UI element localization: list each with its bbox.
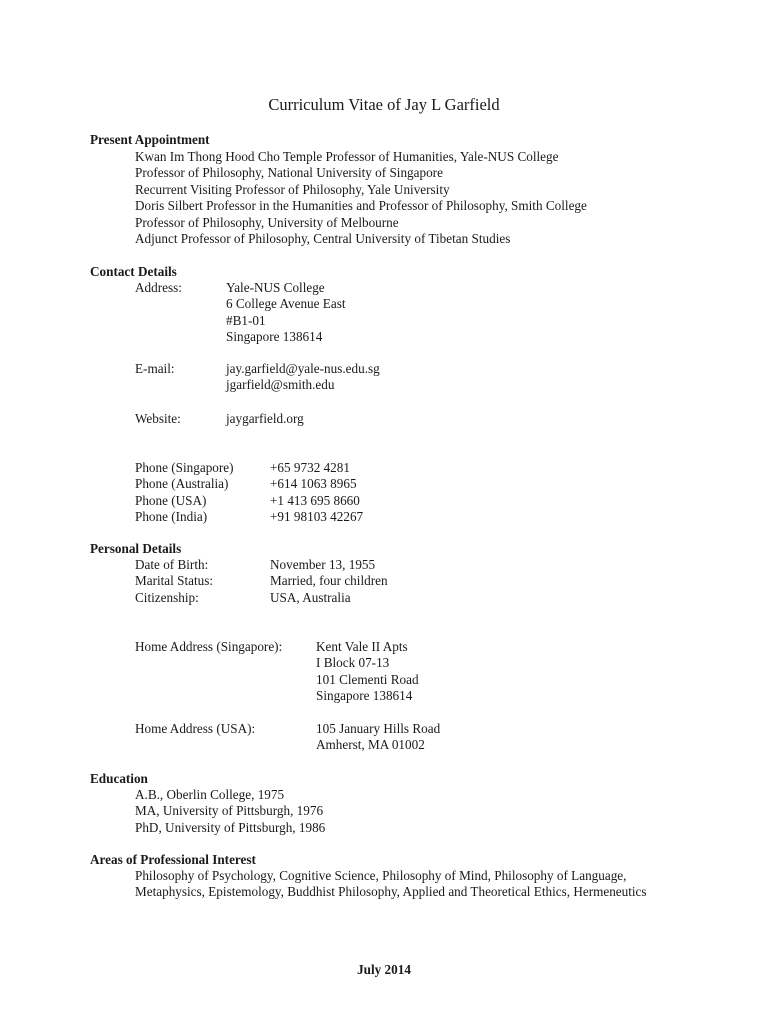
website-label: Website: <box>135 411 181 426</box>
phone-label: Phone (Australia) <box>135 476 229 492</box>
website-value: jaygarfield.org <box>226 411 304 426</box>
page-title: Curriculum Vitae of Jay L Garfield <box>268 95 500 114</box>
appointment-item: Professor of Philosophy, National University of Singapore <box>135 165 443 181</box>
phone-number: +65 9732 4281 <box>270 460 350 475</box>
home-address-sg-label: Home Address (Singapore): <box>135 639 283 654</box>
phone-number: +614 1063 8965 <box>270 476 357 492</box>
citizenship-label: Citizenship: <box>135 589 199 605</box>
appointment-item: Recurrent Visiting Professor of Philosophy, Yale University <box>135 181 450 197</box>
marital-status-value: Married, four children <box>270 573 388 589</box>
home-address-line: Kent Vale II Apts <box>316 639 408 654</box>
section-heading-present-appointment: Present Appointment <box>90 132 210 147</box>
home-address-usa-value <box>316 721 440 754</box>
email-address: jay.garfield@yale-nus.edu.sg <box>226 361 380 376</box>
dob-label: Date of Birth: <box>135 557 209 572</box>
home-address-line: I Block 07-13 <box>316 655 390 671</box>
phone-number: +91 98103 42267 <box>270 509 364 525</box>
home-address-line: Amherst, MA 01002 <box>316 737 425 753</box>
section-heading-professional-interest: Areas of Professional Interest <box>90 852 256 867</box>
home-address-line: 105 January Hills Road <box>316 721 441 736</box>
address-value <box>226 280 346 346</box>
section-heading-education: Education <box>90 771 148 786</box>
home-address-line: Singapore 138614 <box>316 688 413 704</box>
phone-label: Phone (USA) <box>135 492 207 508</box>
dob-value: November 13, 1955 <box>270 557 376 572</box>
section-heading-contact-details: Contact Details <box>90 264 177 279</box>
email-address: jgarfield@smith.edu <box>226 377 335 393</box>
email-value <box>226 361 380 394</box>
interests-text <box>135 868 647 901</box>
education-item: PhD, University of Pittsburgh, 1986 <box>135 819 326 835</box>
email-label: E-mail: <box>135 361 175 376</box>
interests-line: Metaphysics, Epistemology, Buddhist Philosophy, Applied and Theoretical Ethics, Hermeneutics <box>135 884 647 900</box>
present-appointment-list <box>135 149 587 247</box>
phone-label: Phone (Singapore) <box>135 460 234 475</box>
phone-labels <box>135 460 234 526</box>
appointment-item: Doris Silbert Professor in the Humanities and Professor of Philosophy, Smith College <box>135 198 587 214</box>
citizenship-value: USA, Australia <box>270 589 351 605</box>
address-line: #B1-01 <box>226 312 266 328</box>
marital-status-label: Marital Status: <box>135 573 214 589</box>
interests-line: Philosophy of Psychology, Cognitive Science, Philosophy of Mind, Philosophy of Language, <box>135 868 627 883</box>
phone-label: Phone (India) <box>135 509 208 525</box>
document-date: July 2014 <box>357 962 411 977</box>
address-line: Yale-NUS College <box>226 280 325 295</box>
address-line: Singapore 138614 <box>226 329 323 345</box>
phone-number: +1 413 695 8660 <box>270 492 360 508</box>
address-label: Address: <box>135 280 182 295</box>
home-address-sg-value <box>316 639 419 705</box>
education-list <box>135 787 325 836</box>
section-heading-personal-details: Personal Details <box>90 541 182 556</box>
education-item: A.B., Oberlin College, 1975 <box>135 787 285 802</box>
personal-labels <box>135 557 213 606</box>
phone-values <box>270 460 363 526</box>
appointment-item: Adjunct Professor of Philosophy, Central University of Tibetan Studies <box>135 231 511 247</box>
personal-values <box>270 557 388 606</box>
home-address-usa-label: Home Address (USA): <box>135 721 256 736</box>
appointment-item: Professor of Philosophy, University of Melbourne <box>135 214 399 230</box>
appointment-item: Kwan Im Thong Hood Cho Temple Professor of Humanities, Yale-NUS College <box>135 149 559 164</box>
home-address-line: 101 Clementi Road <box>316 671 419 687</box>
education-item: MA, University of Pittsburgh, 1976 <box>135 803 324 819</box>
address-line: 6 College Avenue East <box>226 296 346 312</box>
